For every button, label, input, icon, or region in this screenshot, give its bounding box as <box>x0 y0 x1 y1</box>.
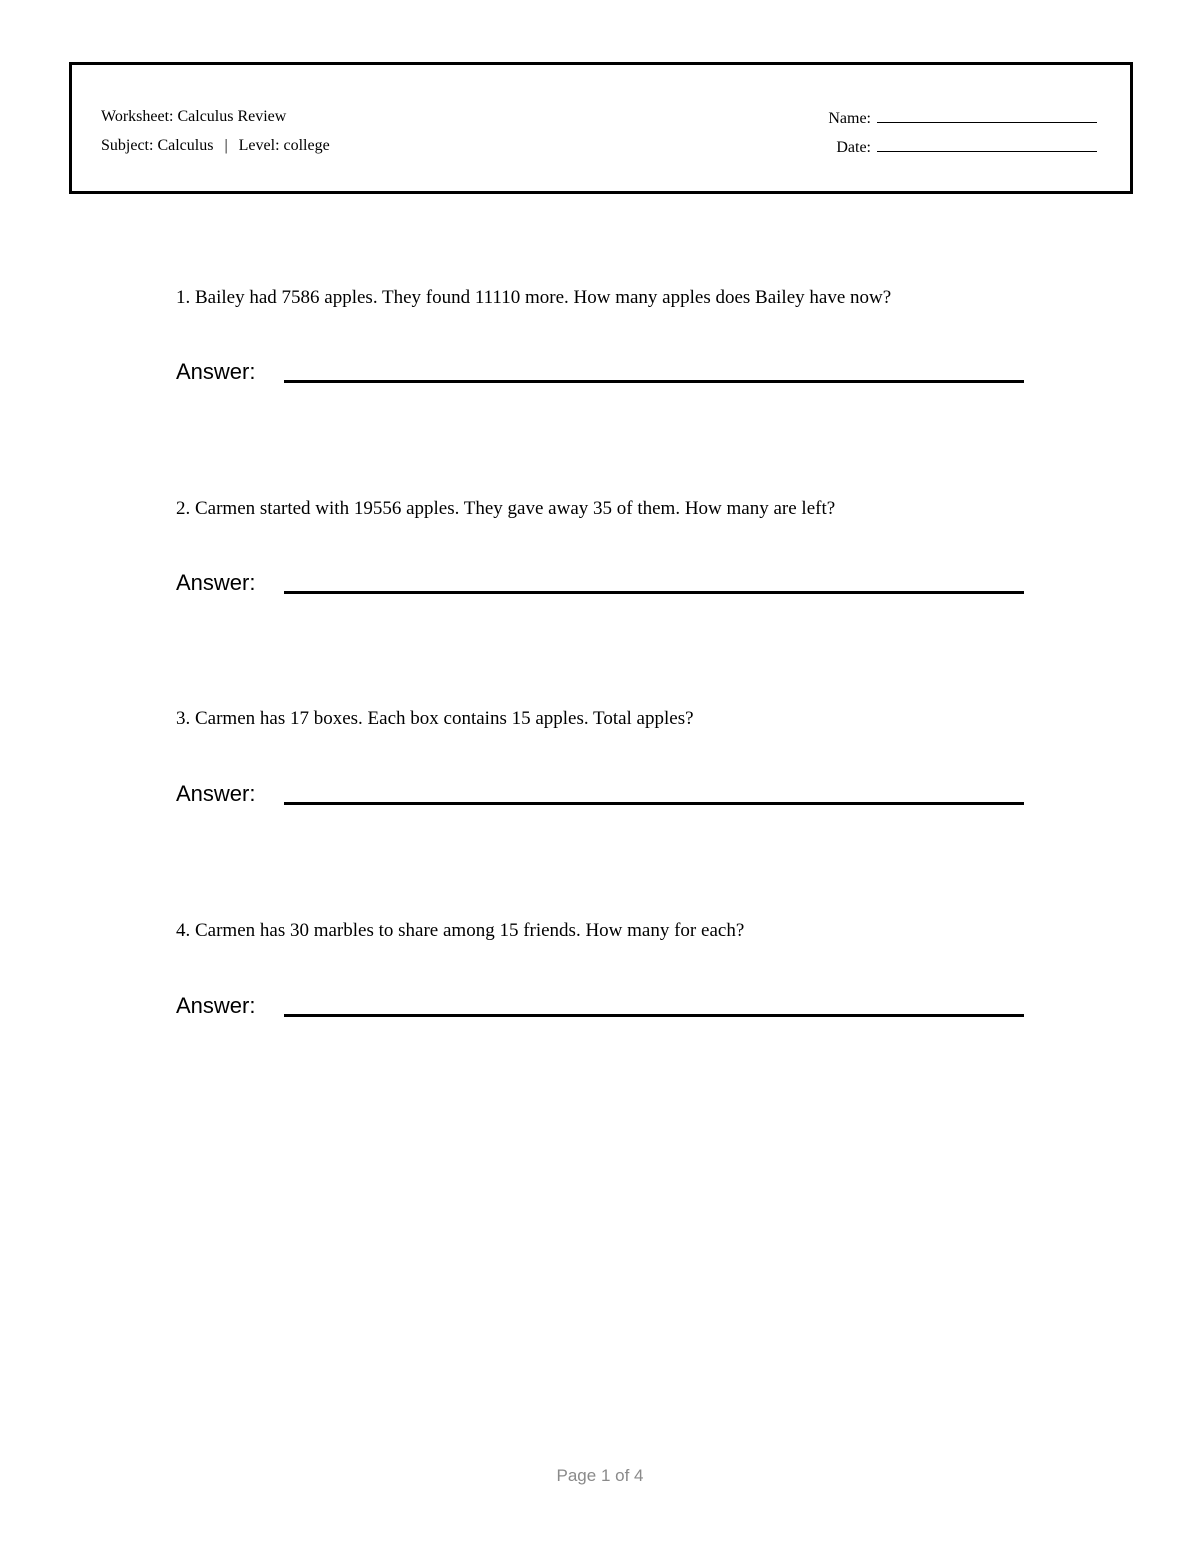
answer-row-3[interactable] <box>176 780 1026 820</box>
worksheet-title: Worksheet: Calculus Review <box>101 108 287 125</box>
answer-label: Answer: <box>176 781 256 806</box>
page-number: Page 1 of 4 <box>556 1466 644 1485</box>
question-1: 1. Bailey had 7586 apples. They found 11110 more. How many apples does Bailey have now? <box>176 287 892 308</box>
date-label: Date: <box>836 139 871 156</box>
answer-row-1[interactable] <box>176 358 1026 398</box>
date-blank[interactable] <box>877 136 1097 152</box>
answer-row-4[interactable] <box>176 992 1026 1032</box>
question-2: 2. Carmen started with 19556 apples. They gave away 35 of them. How many are left? <box>176 498 836 519</box>
answer-line[interactable] <box>284 591 1024 594</box>
answer-line[interactable] <box>284 380 1024 383</box>
question-4: 4. Carmen has 30 marbles to share among 15 friends. How many for each? <box>176 920 745 941</box>
date-field[interactable] <box>836 136 1097 158</box>
subject-level-line <box>101 136 330 156</box>
worksheet-header <box>69 62 1133 194</box>
separator: | <box>224 137 228 154</box>
name-field[interactable] <box>828 107 1097 129</box>
answer-line[interactable] <box>284 802 1024 805</box>
name-label: Name: <box>828 110 871 127</box>
name-blank[interactable] <box>877 107 1097 123</box>
level-label: Level: college <box>238 137 330 154</box>
answer-row-2[interactable] <box>176 569 1026 609</box>
answer-line[interactable] <box>284 1014 1024 1017</box>
answer-label: Answer: <box>176 570 256 595</box>
answer-label: Answer: <box>176 993 256 1018</box>
answer-label: Answer: <box>176 359 256 384</box>
subject-label: Subject: Calculus <box>101 137 214 154</box>
question-3: 3. Carmen has 17 boxes. Each box contains 15 apples. Total apples? <box>176 708 694 729</box>
